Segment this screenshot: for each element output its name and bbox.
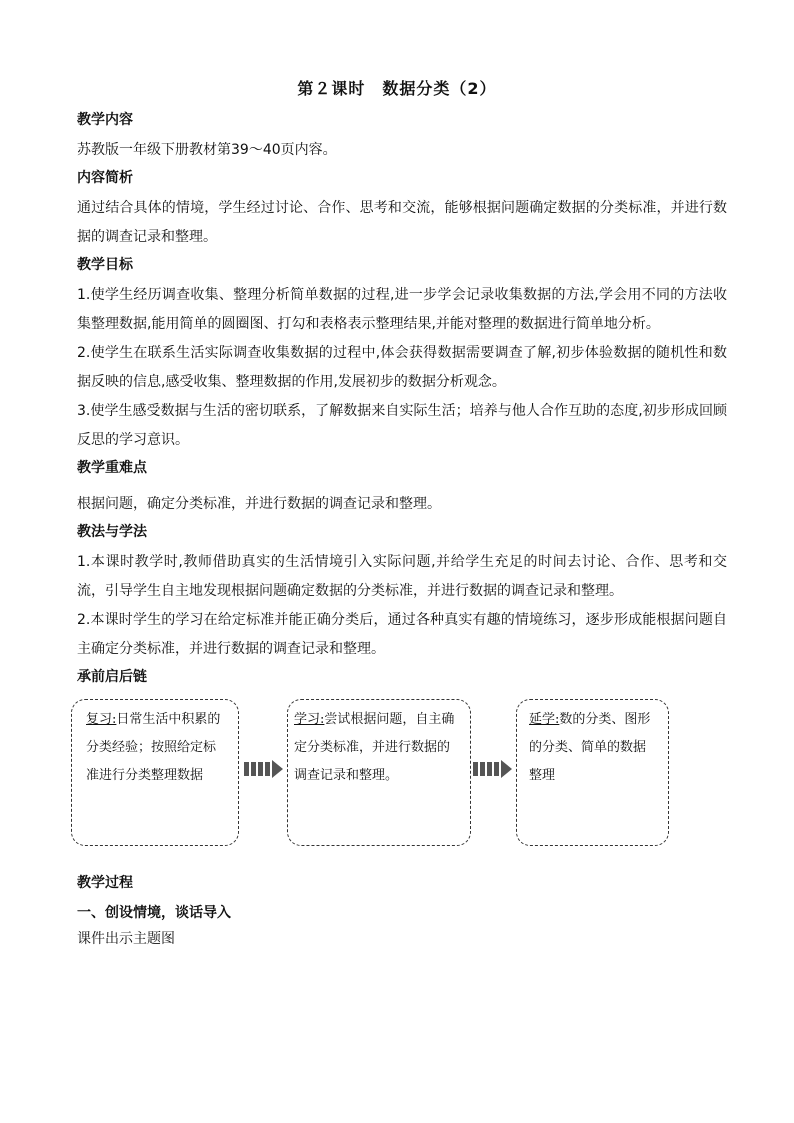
chain-box-learn-label: 学习:: [294, 712, 325, 727]
chain-box-extend: [516, 699, 669, 846]
method-item-2: 2.本课时学生的学习在给定标准并能正确分类后，通过各种真实有趣的情境练习，逐步形成能根据问题自主确定分类标准，并进行数据的调查记录和整理。: [77, 612, 727, 657]
heading-teaching-process: 教学过程: [77, 875, 133, 891]
heading-teaching-content: 教学内容: [77, 112, 133, 128]
knowledge-chain-diagram: [77, 699, 727, 855]
heading-key-points: 教学重难点: [77, 460, 147, 476]
content-brief-text: 通过结合具体的情境，学生经过讨论、合作、思考和交流，能够根据问题确定数据的分类标准，并进行数据的调查记录和整理。: [77, 200, 727, 245]
chain-box-extend-text: 数的分类、图形的分类、简单的数据整理: [529, 712, 651, 783]
heading-teaching-goals: 教学目标: [77, 257, 133, 273]
chain-box-learn-text: 尝试根据问题，自主确定分类标准，并进行数据的调查记录和整理。: [294, 712, 455, 783]
heading-chain: 承前启后链: [77, 669, 147, 685]
goal-item-3: 3.使学生感受数据与生活的密切联系，了解数据来自实际生活；培养与他人合作互助的态度,初步形成回顾反思的学习意识。: [77, 403, 727, 448]
chain-box-review-text: 日常生活中积累的分类经验；按照给定标准进行分类整理数据: [86, 712, 221, 783]
chain-box-review-label: 复习:: [86, 712, 117, 727]
chain-box-extend-label: 延学:: [529, 712, 560, 727]
page-title: 第２课时 数据分类（2）: [297, 79, 497, 98]
process-sub-heading: 一、创设情境，谈话导入: [77, 905, 231, 921]
teaching-content-text: 苏教版一年级下册教材第39～40页内容。: [77, 142, 337, 158]
key-points-text: 根据问题，确定分类标准，并进行数据的调查记录和整理。: [77, 496, 441, 512]
heading-content-brief: 内容简析: [77, 170, 133, 186]
goal-item-2: 2.使学生在联系生活实际调查收集数据的过程中,体会获得数据需要调查了解,初步体验数据的随机性和数据反映的信息,感受收集、整理数据的作用,发展初步的数据分析观念。: [77, 345, 727, 390]
chain-box-review: [71, 699, 239, 846]
process-text: 课件出示主题图: [77, 931, 175, 947]
chain-arrow-icon: [244, 759, 284, 779]
goal-item-1: 1.使学生经历调查收集、整理分析简单数据的过程,进一步学会记录收集数据的方法,学会用不同的方法收集整理数据,能用简单的圆圈图、打勾和表格表示整理结果,并能对整理的数据进行简单地分析。: [77, 287, 727, 332]
document-body: [77, 110, 727, 954]
chain-box-learn: [287, 699, 471, 846]
chain-arrow-icon: [473, 759, 513, 779]
heading-methods: 教法与学法: [77, 524, 147, 540]
method-item-1: 1.本课时教学时,教师借助真实的生活情境引入实际问题,并给学生充足的时间去讨论、合作、思考和交流，引导学生自主地发现根据问题确定数据的分类标准，并进行数据的调查记录和整理。: [77, 554, 727, 599]
